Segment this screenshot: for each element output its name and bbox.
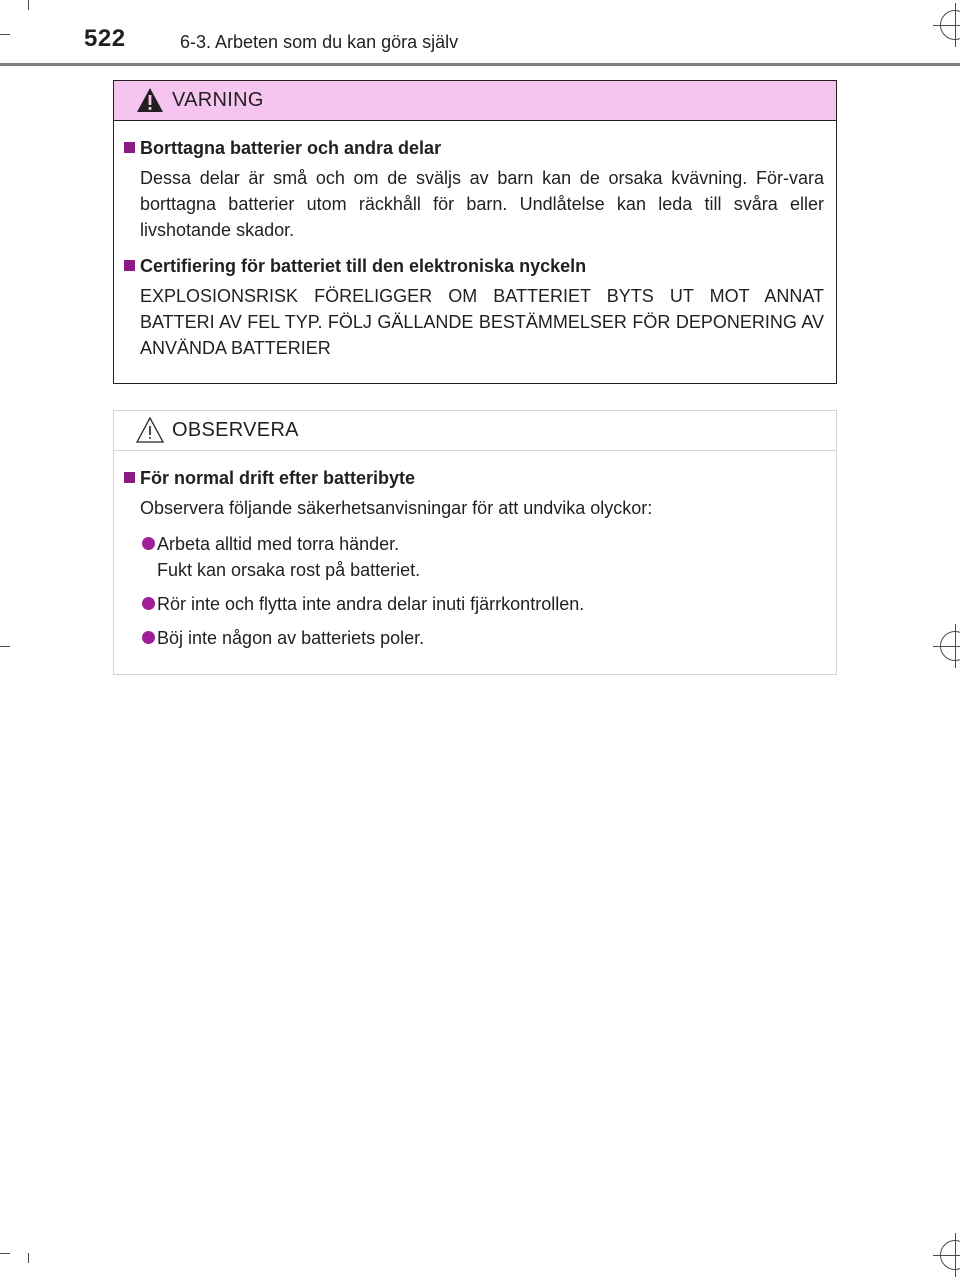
notice-box <box>113 410 837 675</box>
crop-mark <box>0 34 10 35</box>
notice-header <box>114 411 836 451</box>
warning-box <box>113 80 837 384</box>
warning-header <box>114 81 836 121</box>
crop-mark <box>0 646 10 647</box>
warning-item-title <box>124 253 824 279</box>
list-item-text: Arbeta alltid med torra händer. <box>157 534 400 554</box>
square-bullet-icon <box>124 472 135 483</box>
warning-item-title <box>124 135 824 161</box>
notice-item-title <box>124 465 824 491</box>
warning-body <box>114 121 836 361</box>
registration-mark-icon <box>940 1240 960 1270</box>
warning-triangle-icon <box>136 86 164 114</box>
warning-label: VARNING <box>172 89 264 111</box>
notice-body <box>114 451 836 651</box>
round-bullet-icon <box>142 631 155 644</box>
crop-mark <box>28 1253 29 1263</box>
header-rule <box>0 63 960 66</box>
list-item-subtext: Fukt kan orsaka rost på batteriet. <box>157 560 421 580</box>
crop-mark <box>0 1253 10 1254</box>
page-header <box>0 0 960 66</box>
square-bullet-icon <box>124 260 135 271</box>
caution-triangle-outline-icon <box>136 416 164 444</box>
list-item-text: Rör inte och flytta inte andra delar inuti fjärrkontrollen. <box>157 594 585 614</box>
section-title: 6-3. Arbeten som du kan göra själv <box>180 32 459 52</box>
notice-item-title-text: För normal drift efter batteribyte <box>140 468 416 488</box>
list-item-text: Böj inte någon av batteriets poler. <box>157 628 425 648</box>
warning-item-text: EXPLOSIONSRISK FÖRELIGGER OM BATTERIET BYTS UT MOT ANNAT BATTERI AV FEL TYP. FÖLJ GÄLLANDE BESTÄMMELSER FÖR DEPONERING AV ANVÄNDA BATTERIER <box>140 286 824 358</box>
list-item <box>124 591 824 617</box>
warning-item-title-text: Borttagna batterier och andra delar <box>140 138 442 158</box>
square-bullet-icon <box>124 142 135 153</box>
list-item <box>124 625 824 651</box>
page-number: 522 <box>84 25 126 52</box>
round-bullet-icon <box>142 597 155 610</box>
warning-item-title-text: Certifiering för batteriet till den elektroniska nyckeln <box>140 256 587 276</box>
list-item <box>124 531 824 583</box>
registration-mark-icon <box>940 631 960 661</box>
round-bullet-icon <box>142 537 155 550</box>
notice-label: OBSERVERA <box>172 419 299 441</box>
crop-mark <box>28 0 29 10</box>
notice-intro: Observera följande säkerhetsanvisningar för att undvika olyckor: <box>140 498 653 518</box>
warning-item-text: Dessa delar är små och om de sväljs av barn kan de orsaka kvävning. För-vara borttagna batterier utom räckhåll för barn. Undlåtelse kan leda till svåra eller livshotande skador. <box>140 168 824 240</box>
